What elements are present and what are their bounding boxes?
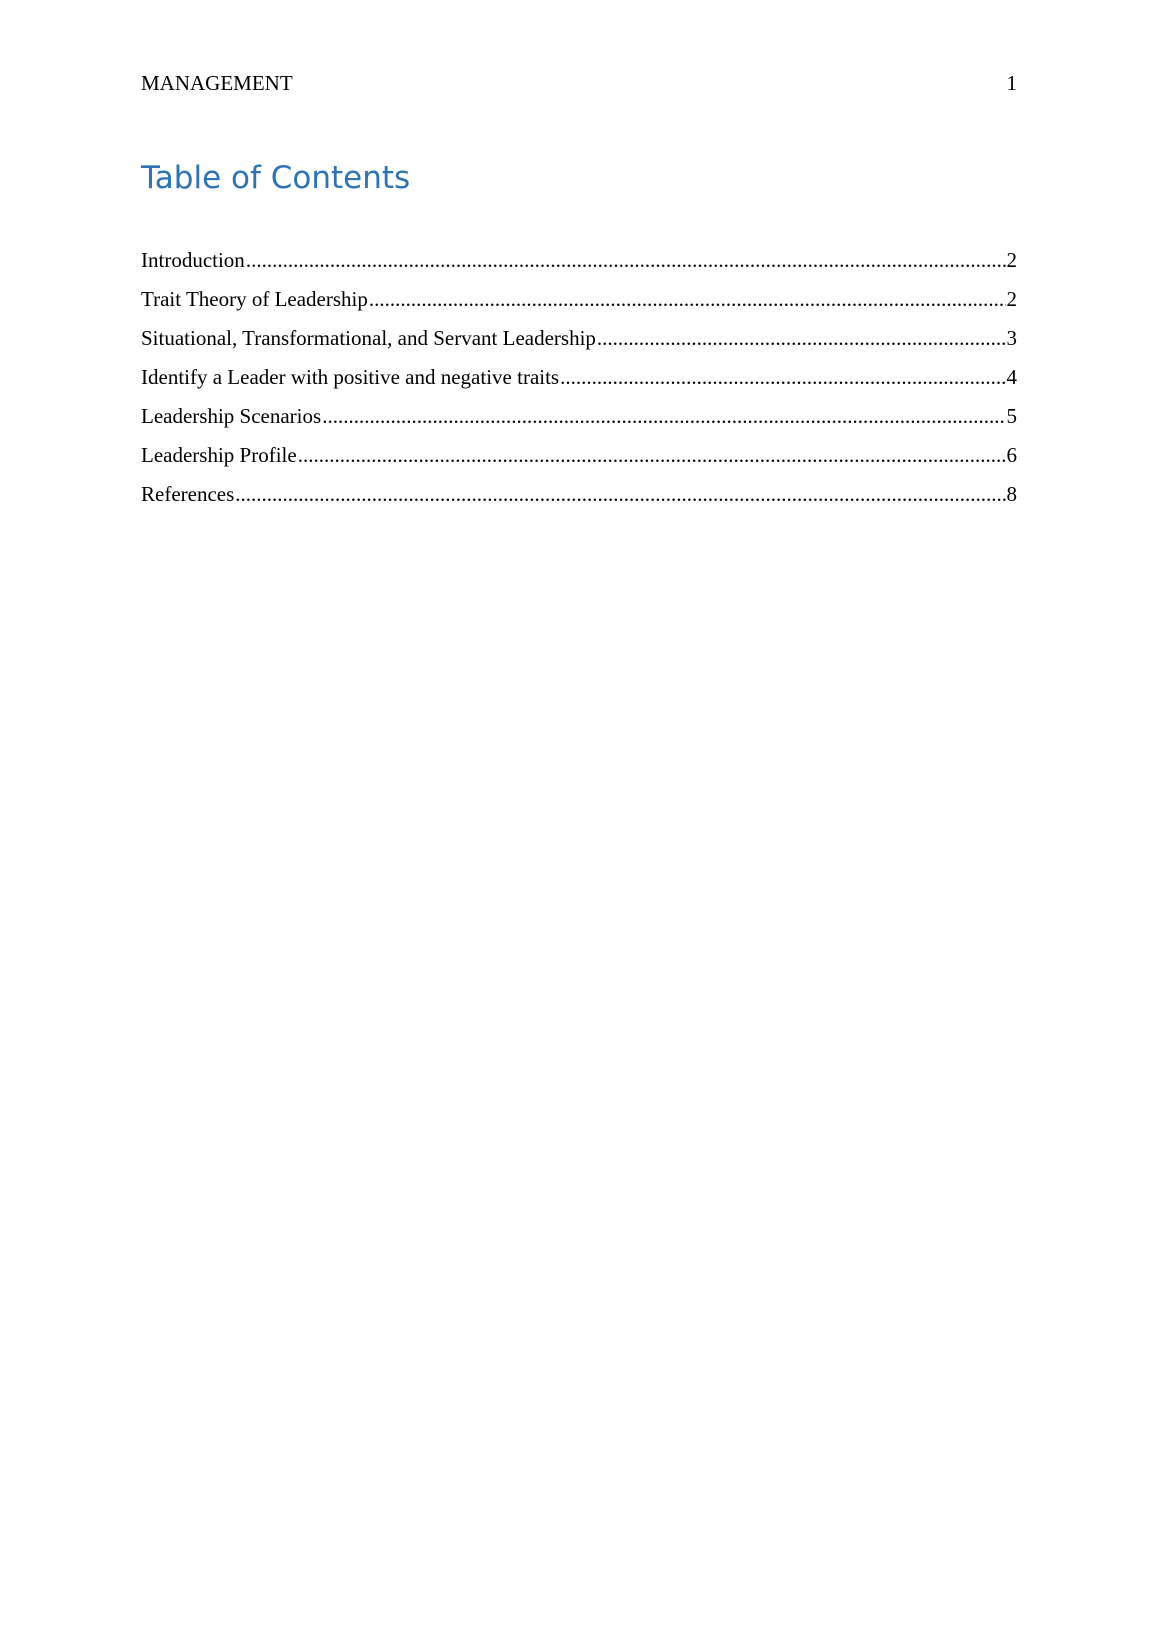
toc-entry-introduction[interactable] <box>141 245 1017 284</box>
toc-entry-title: Leadership Scenarios <box>141 404 322 428</box>
toc-dot-leader <box>597 323 1006 353</box>
page-number: 1 <box>1006 71 1017 95</box>
toc-entry-title: Identify a Leader with positive and negative traits <box>141 365 560 389</box>
toc-entry-title: Introduction <box>141 248 245 272</box>
toc-entry-page: 8 <box>1006 482 1017 506</box>
toc-entry-page: 4 <box>1006 365 1017 389</box>
toc-entry-title: References <box>141 482 235 506</box>
toc-entry-page: 2 <box>1006 248 1017 272</box>
toc-entry-references[interactable] <box>141 479 1017 518</box>
toc-dot-leader <box>235 479 1005 509</box>
toc-entry-situational[interactable] <box>141 323 1017 362</box>
toc-entry-page: 6 <box>1006 443 1017 467</box>
toc-dot-leader <box>369 284 1006 314</box>
toc-entry-trait-theory[interactable] <box>141 284 1017 323</box>
toc-dot-leader <box>322 401 1005 431</box>
toc-entry-page: 3 <box>1006 326 1017 350</box>
toc-entry-scenarios[interactable] <box>141 401 1017 440</box>
page-header <box>141 68 1017 98</box>
toc-entry-title: Trait Theory of Leadership <box>141 287 368 311</box>
toc-entry-title: Leadership Profile <box>141 443 297 467</box>
toc-heading: Table of Contents <box>141 160 411 196</box>
toc-entry-profile[interactable] <box>141 440 1017 479</box>
toc-dot-leader <box>298 440 1006 470</box>
toc-entry-page: 2 <box>1006 287 1017 311</box>
toc-dot-leader <box>560 362 1005 392</box>
running-head: MANAGEMENT <box>141 71 293 95</box>
toc-dot-leader <box>246 245 1006 275</box>
toc-entry-title: Situational, Transformational, and Servant Leadership <box>141 326 596 350</box>
toc-entry-page: 5 <box>1006 404 1017 428</box>
toc-entry-identify-leader[interactable] <box>141 362 1017 401</box>
toc-list <box>141 245 1017 518</box>
